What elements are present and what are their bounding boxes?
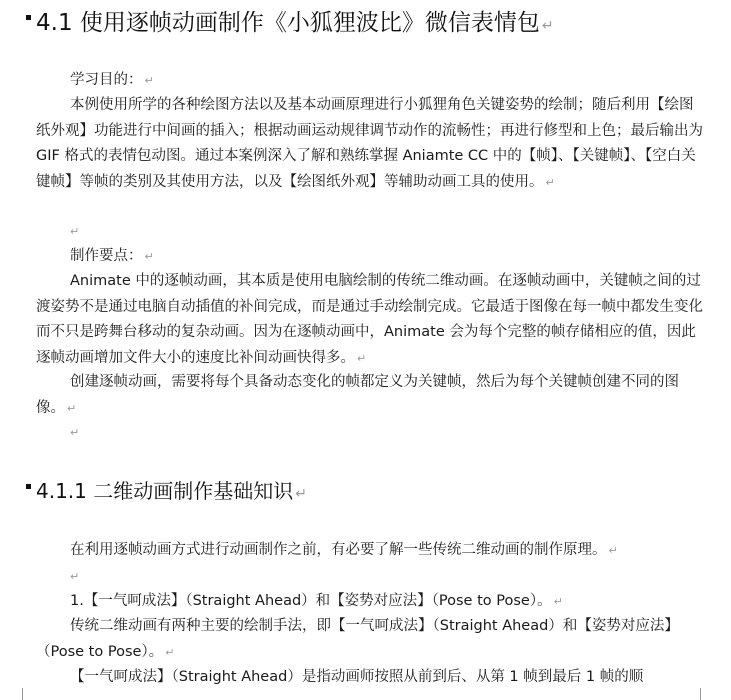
- keypoints-label-paragraph: [36, 244, 704, 270]
- page-corner-mark-right: [686, 688, 701, 700]
- page-corner-mark-left: [22, 688, 37, 700]
- paragraph-mark-icon: ↵: [144, 74, 154, 87]
- paragraph-mark-icon: ↵: [144, 250, 154, 263]
- heading-bullet-icon: [26, 484, 31, 489]
- keypoints-body-2: 创建逐帧动画，需要将每个具备动态变化的帧都定义为关键帧，然后为每个关键帧创建不同的图像。: [36, 374, 679, 416]
- subsection-heading: [26, 476, 307, 509]
- paragraph-mark-icon: ↵: [608, 544, 618, 557]
- objective-body-paragraph: [36, 93, 704, 195]
- basics-item1-body2-paragraph: [36, 665, 704, 691]
- objective-label: 学习目的：: [70, 72, 143, 88]
- keypoints-body-paragraph-2: [36, 370, 704, 421]
- basics-intro: 在利用逐帧动画方式进行动画制作之前，有必要了解一些传统二维动画的制作原理。: [70, 542, 607, 558]
- paragraph-mark-icon: ↵: [165, 645, 175, 659]
- paragraph-mark-icon: ↵: [357, 351, 367, 365]
- heading-bullet-icon: [26, 15, 31, 20]
- basics-intro-paragraph: [36, 538, 704, 564]
- paragraph-mark-icon: ↵: [553, 595, 563, 608]
- keypoints-body-1: Animate 中的逐帧动画，其本质是使用电脑绘制的传统二维动画。在逐帧动画中，关键帧之间的过渡姿势不是通过电脑自动插值的补间完成，而是通过手动绘制完成。它最适于图像在每一帧中都发生变化而不只是跨舞台移动的复杂动画。因为在逐帧动画中，Animate 会为每个完整的帧存储相应的值，因此逐帧动画增加文件大小的速度比补间动画快得多。: [36, 273, 703, 366]
- section-title: 4.1 使用逐帧动画制作《小狐狸波比》微信表情包: [36, 10, 540, 36]
- empty-paragraph: [70, 420, 79, 445]
- paragraph-mark-icon: ↵: [67, 401, 77, 415]
- keypoints-label: 制作要点：: [70, 248, 143, 264]
- paragraph-mark-icon: ↵: [295, 486, 307, 502]
- subsection-title: 4.1.1 二维动画制作基础知识: [36, 479, 294, 503]
- basics-item1-body-paragraph: [36, 614, 704, 665]
- empty-paragraph: [70, 219, 79, 244]
- paragraph-mark-icon: ↵: [70, 570, 80, 583]
- basics-item1-body2: 【一气呵成法】（Straight Ahead）是指动画师按照从前到后、从第 1 帧到最后 1 帧的顺: [70, 669, 644, 685]
- objective-body: 本例使用所学的各种绘图方法以及基本动画原理进行小狐狸角色关键姿势的绘制；随后利用【绘图纸外观】功能进行中间画的插入；根据动画运动规律调节动作的流畅性；再进行修型和上色；最后输出为 GIF 格式的表情包动图。通过本案例深入了解和熟练掌握 Aniamte CC 中的【帧】、【关键帧】、【空白关键帧】等帧的类别及其使用方法，以及【绘图纸外观】等辅助动画工具的使用。: [36, 97, 703, 190]
- section-heading: [26, 6, 554, 43]
- paragraph-mark-icon: ↵: [541, 18, 554, 34]
- paragraph-mark-icon: ↵: [70, 426, 80, 439]
- keypoints-body-paragraph-1: [36, 269, 704, 371]
- objective-label-paragraph: [36, 68, 704, 94]
- basics-item1: 1.【一气呵成法】（Straight Ahead）和【姿势对应法】（Pose to Pose）。: [70, 593, 552, 609]
- basics-item1-paragraph: [36, 589, 704, 615]
- basics-item1-body: 传统二维动画有两种主要的绘制手法，即【一气呵成法】（Straight Ahead）和【姿势对应法】（Pose to Pose）。: [36, 618, 679, 660]
- empty-paragraph: [70, 564, 79, 589]
- paragraph-mark-icon: ↵: [70, 225, 80, 238]
- paragraph-mark-icon: ↵: [545, 175, 555, 189]
